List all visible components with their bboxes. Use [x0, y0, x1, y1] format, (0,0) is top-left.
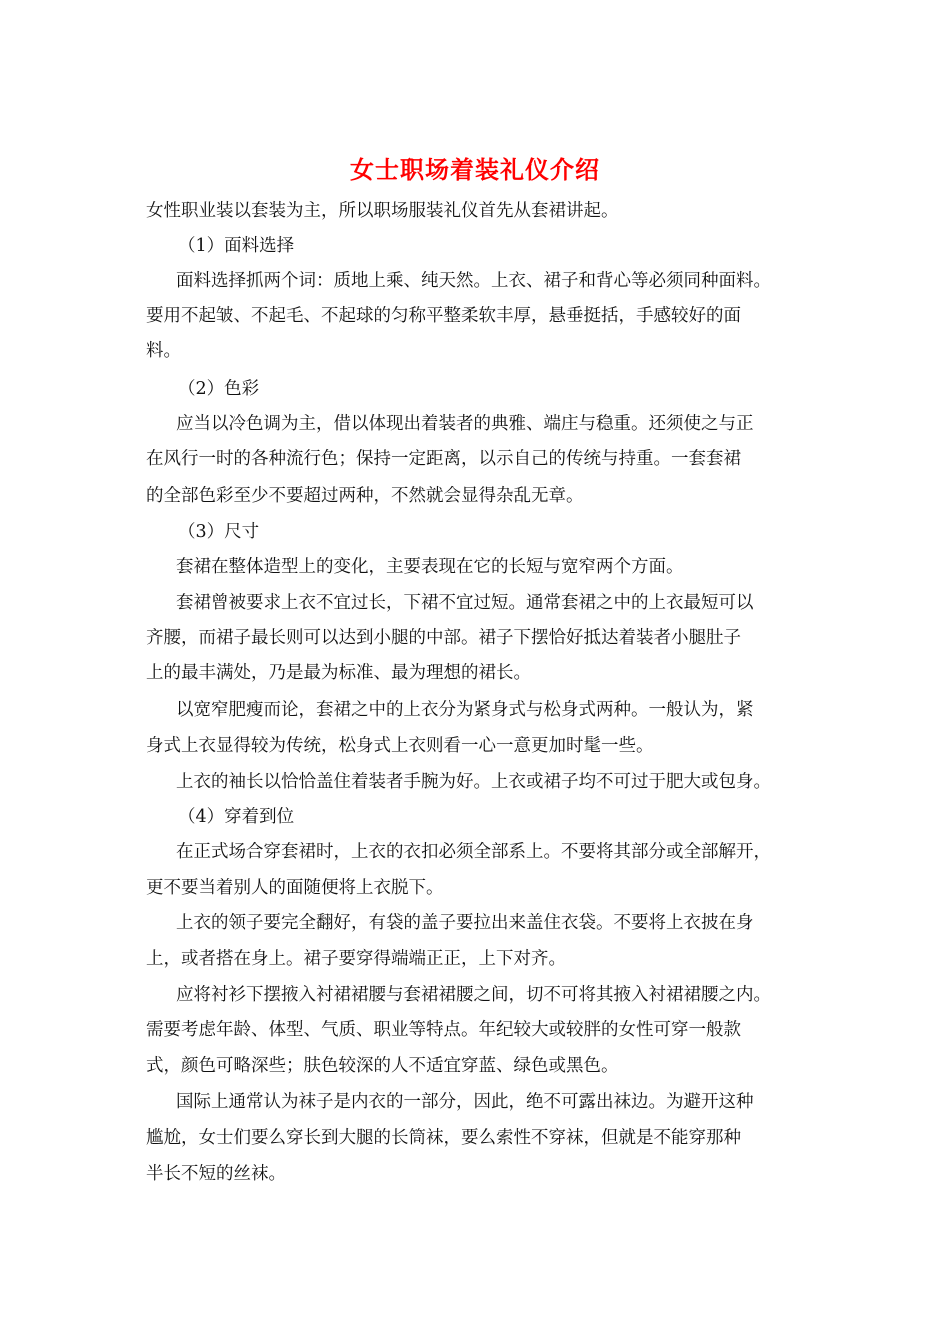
body-line: 国际上通常认为袜子是内衣的一部分，因此，绝不可露出袜边。为避开这种: [176, 1092, 754, 1112]
body-line: 以宽窄肥瘦而论，套裙之中的上衣分为紧身式与松身式两种。一般认为，紧: [176, 700, 754, 720]
section-heading: （4）穿着到位: [178, 807, 295, 827]
body-line: 要用不起皱、不起毛、不起球的匀称平整柔软丰厚，悬垂挺括，手感较好的面: [146, 306, 741, 326]
section-heading: （1）面料选择: [178, 236, 295, 256]
body-line: 上的最丰满处，乃是最为标准、最为理想的裙长。: [146, 663, 531, 683]
body-line: 套裙在整体造型上的变化，主要表现在它的长短与宽窄两个方面。: [176, 557, 684, 577]
body-line: 身式上衣显得较为传统，松身式上衣则看一心一意更加时髦一些。: [146, 736, 654, 756]
body-line: 应当以冷色调为主，借以体现出着装者的典雅、端庄与稳重。还须使之与正: [176, 414, 754, 434]
body-line: 需要考虑年龄、体型、气质、职业等特点。年纪较大或较胖的女性可穿一般款: [146, 1020, 741, 1040]
body-line: 半长不短的丝袜。: [146, 1164, 286, 1184]
body-line: 套裙曾被要求上衣不宜过长，下裙不宜过短。通常套裙之中的上衣最短可以: [176, 593, 754, 613]
body-line: 上，或者搭在身上。裙子要穿得端端正正，上下对齐。: [146, 949, 566, 969]
body-line: 更不要当着别人的面随便将上衣脱下。: [146, 878, 444, 898]
body-line: 在正式场合穿套裙时，上衣的衣扣必须全部系上。不要将其部分或全部解开，: [176, 842, 771, 862]
body-line: 面料选择抓两个词：质地上乘、纯天然。上衣、裙子和背心等必须同种面料。: [176, 271, 771, 291]
document-title: 女士职场着装礼仪介绍: [350, 155, 600, 184]
body-line: 在风行一时的各种流行色；保持一定距离，以示自己的传统与持重。一套套裙: [146, 449, 741, 469]
section-heading: （3）尺寸: [178, 522, 260, 542]
body-line: 尴尬，女士们要么穿长到大腿的长筒袜，要么索性不穿袜，但就是不能穿那种: [146, 1128, 741, 1148]
body-line: 料。: [146, 341, 181, 361]
body-line: 女性职业装以套装为主，所以职场服装礼仪首先从套裙讲起。: [146, 201, 619, 221]
body-line: 应将衬衫下摆掖入衬裙裙腰与套裙裙腰之间，切不可将其掖入衬裙裙腰之内。: [176, 985, 771, 1005]
section-heading: （2）色彩: [178, 379, 260, 399]
body-line: 上衣的领子要完全翻好，有袋的盖子要拉出来盖住衣袋。不要将上衣披在身: [176, 913, 754, 933]
body-line: 上衣的袖长以恰恰盖住着装者手腕为好。上衣或裙子均不可过于肥大或包身。: [176, 772, 771, 792]
body-line: 的全部色彩至少不要超过两种，不然就会显得杂乱无章。: [146, 486, 584, 506]
body-line: 齐腰，而裙子最长则可以达到小腿的中部。裙子下摆恰好抵达着装者小腿肚子: [146, 628, 741, 648]
body-line: 式，颜色可略深些；肤色较深的人不适宜穿蓝、绿色或黑色。: [146, 1056, 619, 1076]
